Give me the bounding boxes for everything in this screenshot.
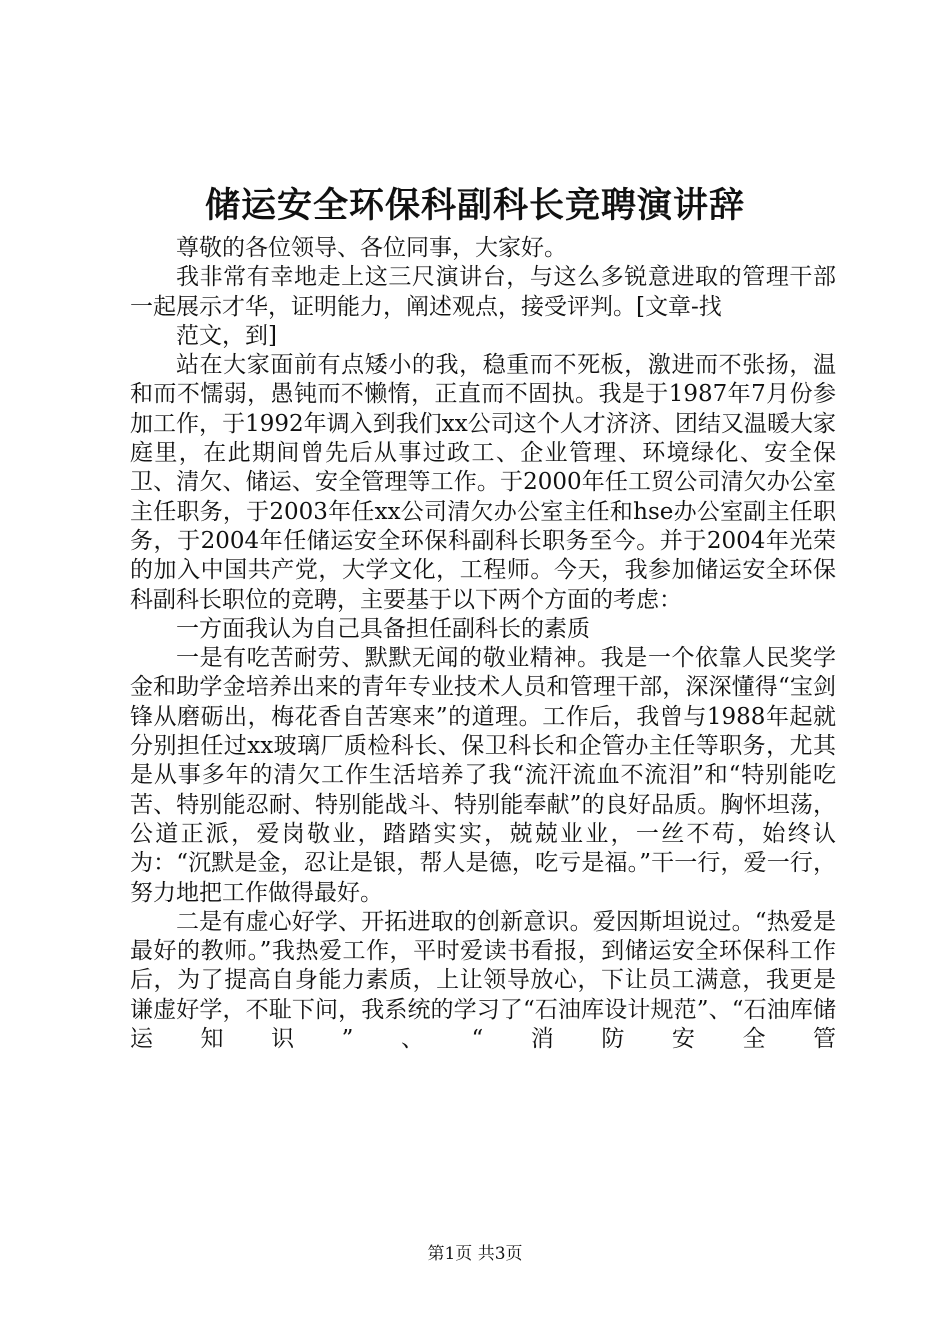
paragraph-background: 站在大家面前有点矮小的我，稳重而不死板，激进而不张扬，温和而不懦弱，愚钝而不懒惰，正直而不固执。我是于1987年7月份参加工作，于1992年调入到我们xx公司这个人才济济、团结又温暖大家庭里，在此期间曾先后从事过政工、企业管理、环境绿化、安全保卫、清欠、储运、安全管理等工作。于2000年任工贸公司清欠办公室主任职务，于2003年任xx公司清欠办公室主任和hse办公室副主任职务，于2004年任储运安全环保科副科长职务至今。并于2004年光荣的加入中国共产党，大学文化，工程师。今天，我参加储运安全环保科副科长职位的竞聘，主要基于以下两个方面的考虑： — [130, 352, 836, 613]
document-body — [130, 234, 836, 1054]
document-title: 储运安全环保科副科长竞聘演讲辞 — [204, 185, 745, 226]
paragraph-point-two: 二是有虚心好学、开拓进取的创新意识。爱因斯坦说过。“热爱是最好的教师。”我热爱工作，平时爱读书看报，到储运安全环保科工作后，为了提高自身能力素质，上让领导放心，下让员工满意，我更是谦虚好学，不耻下问，我系统的学习了“石油库设计规范”、“石油库储运知识”、“消防安全管 — [130, 908, 836, 1053]
paragraph-point-one: 一是有吃苦耐劳、默默无闻的敬业精神。我是一个依靠人民奖学金和助学金培养出来的青年专业技术人员和管理干部，深深懂得“宝剑锋从磨砺出，梅花香自苦寒来”的道理。工作后，我曾与1988年起就分别担任过xx玻璃厂质检科长、保卫科长和企管办主任等职务，尤其是从事多年的清欠工作生活培养了我“流汗流血不流泪”和“特别能吃苦、特别能忍耐、特别能战斗、特别能奉献”的良好品质。胸怀坦荡，公道正派，爱岗敬业，踏踏实实，兢兢业业，一丝不苟，始终认为：“沉默是金，忍让是银，帮人是德，吃亏是福。”干一行，爱一行，努力地把工作做得最好。 — [130, 645, 836, 906]
paragraph-greeting: 尊敬的各位领导、各位同事，大家好。 — [176, 235, 567, 261]
page-footer: 第1页 共3页 — [427, 1244, 523, 1264]
paragraph-section-heading: 一方面我认为自己具备担任副科长的素质 — [176, 615, 590, 642]
paragraph-intro: 我非常有幸地走上这三尺演讲台，与这么多锐意进取的管理干部一起展示才华，证明能力，阐述观点，接受评判。[文章-找 — [130, 264, 836, 320]
paragraph-source-note: 范文，到] — [176, 322, 277, 349]
